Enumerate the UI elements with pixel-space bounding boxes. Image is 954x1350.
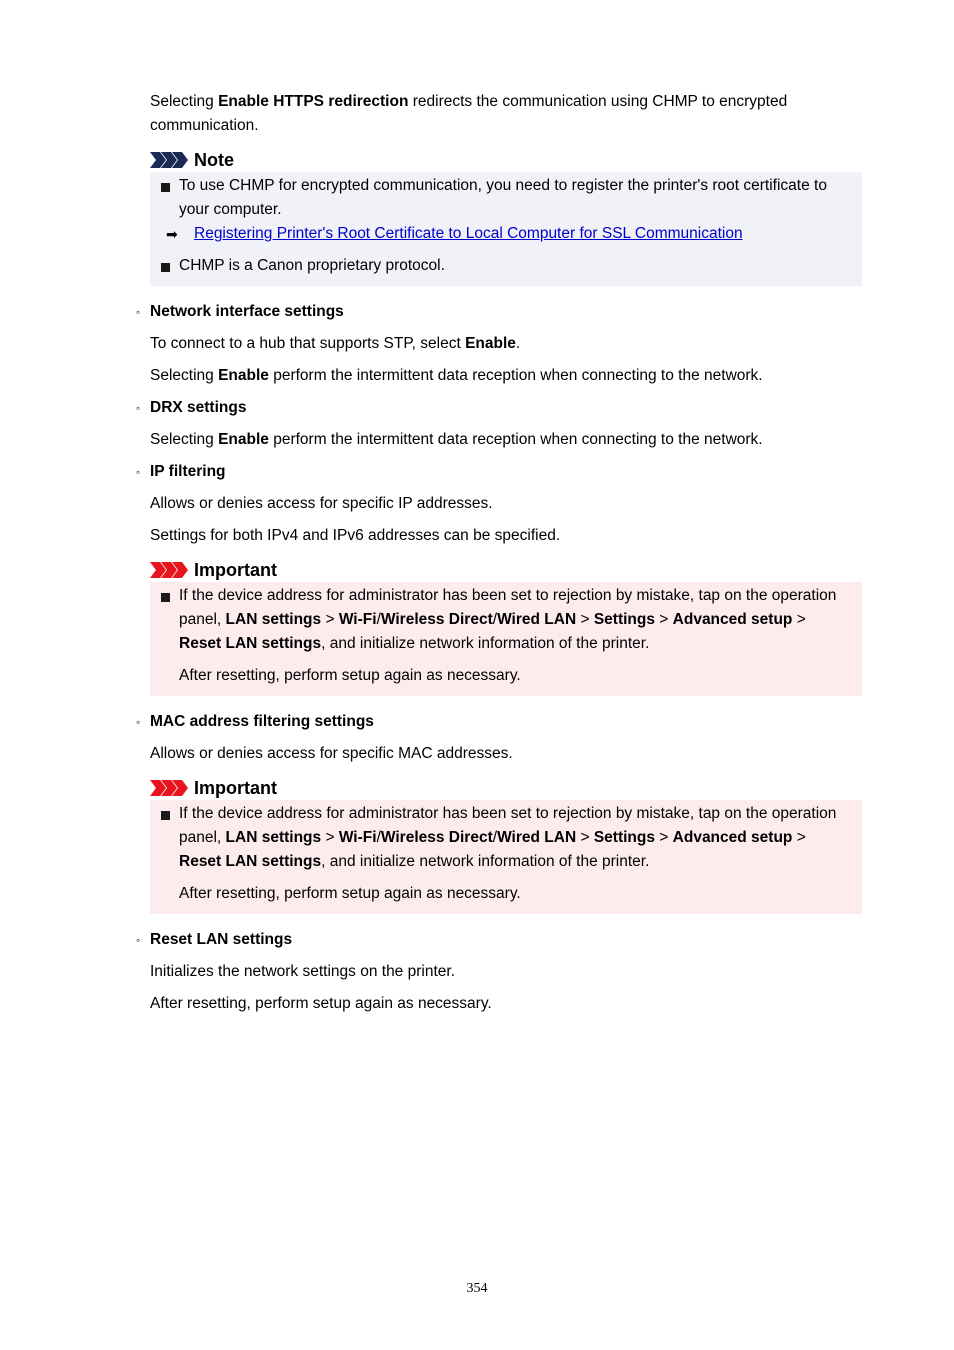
square-bullet-icon (161, 593, 170, 602)
square-bullet-icon (161, 263, 170, 272)
important-box (150, 800, 862, 914)
note-heading: Note (150, 148, 862, 172)
note-item: To use CHMP for encrypted communication, you need to register the printer's root certificate to your computer. (160, 174, 852, 222)
square-bullet-icon (161, 811, 170, 820)
important-item: If the device address for administrator has been set to rejection by mistake, tap on the operation panel, LAN settings > Wi-Fi/Wireless Direct/Wired LAN > Settings > Advanced setup > Reset LAN settings, and initialize network information of the printer. (160, 802, 852, 874)
intro-paragraph: Selecting Enable HTTPS redirection redirects the communication using CHMP to encrypted communication. (150, 93, 788, 134)
note-item: CHMP is a Canon proprietary protocol. (160, 254, 852, 278)
important-after-text: After resetting, perform setup again as necessary. (179, 885, 521, 902)
circle-bullet-icon: ◦ (136, 401, 141, 415)
note-link-row (160, 222, 852, 246)
network-interface-heading: ◦ Network interface settings (150, 300, 862, 324)
page-number: 354 (466, 1281, 488, 1296)
circle-bullet-icon: ◦ (136, 933, 141, 947)
important-box (150, 582, 862, 696)
reset-lan-paragraph: After resetting, perform setup again as necessary. (150, 995, 492, 1012)
network-interface-paragraph: Selecting Enable perform the intermittent data reception when connecting to the network. (150, 367, 763, 384)
circle-bullet-icon: ◦ (136, 465, 141, 479)
right-arrow-icon: ➡ (166, 226, 178, 242)
important-arrows-icon (150, 780, 188, 796)
important-arrows-icon (150, 562, 188, 578)
ssl-certificate-link[interactable]: Registering Printer's Root Certificate to Local Computer for SSL Communication (194, 225, 743, 242)
reset-lan-paragraph: Initializes the network settings on the printer. (150, 963, 455, 980)
network-interface-paragraph: To connect to a hub that supports STP, select Enable. (150, 335, 521, 352)
important-item: If the device address for administrator has been set to rejection by mistake, tap on the operation panel, LAN settings > Wi-Fi/Wireless Direct/Wired LAN > Settings > Advanced setup > Reset LAN settings, and initialize network information of the printer. (160, 584, 852, 656)
page-content (136, 90, 862, 1016)
note-arrows-icon (150, 152, 188, 168)
mac-filtering-paragraph: Allows or denies access for specific MAC addresses. (150, 745, 513, 762)
circle-bullet-icon: ◦ (136, 305, 141, 319)
important-after-text: After resetting, perform setup again as necessary. (179, 667, 521, 684)
drx-heading: ◦ DRX settings (150, 396, 862, 420)
important-heading: Important (150, 558, 862, 582)
ip-filtering-paragraph: Allows or denies access for specific IP addresses. (150, 495, 493, 512)
drx-paragraph: Selecting Enable perform the intermittent data reception when connecting to the network. (150, 431, 763, 448)
square-bullet-icon (161, 183, 170, 192)
ip-filtering-heading: ◦ IP filtering (150, 460, 862, 484)
ip-filtering-paragraph: Settings for both IPv4 and IPv6 addresses can be specified. (150, 527, 561, 544)
note-box (150, 172, 862, 286)
circle-bullet-icon: ◦ (136, 715, 141, 729)
important-heading: Important (150, 776, 862, 800)
mac-filtering-heading: ◦ MAC address filtering settings (150, 710, 862, 734)
reset-lan-heading: ◦ Reset LAN settings (150, 928, 862, 952)
